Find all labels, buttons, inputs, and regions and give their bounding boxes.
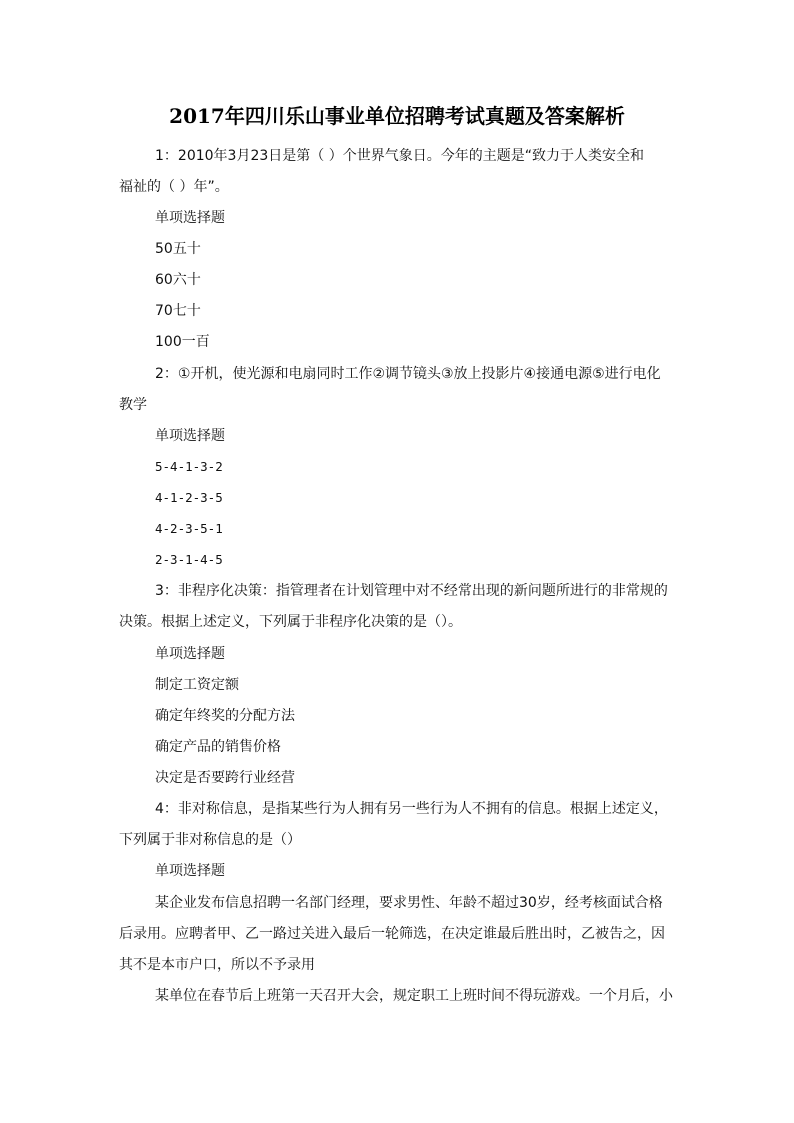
question-4-text: 4：非对称信息，是指某些行为人拥有另一些行为人不拥有的信息。根据上述定义， [155, 801, 668, 817]
answer-option: 某单位在春节后上班第一天召开大会，规定职工上班时间不得玩游戏。一个月后，小 [155, 988, 673, 1004]
question-1-text-continued: 福祉的（ ）年”。 [119, 179, 229, 195]
question-2-text-continued: 教学 [119, 397, 147, 413]
question-type: 单项选择题 [155, 863, 225, 879]
question-3-text: 3：非程序化决策：指管理者在计划管理中对不经常出现的新问题所进行的非常规的 [155, 583, 668, 599]
answer-option: 100一百 [155, 334, 210, 350]
question-1-text: 1：2010年3月23日是第（ ）个世界气象日。今年的主题是“致力于人类安全和 [155, 148, 644, 164]
answer-option: 某企业发布信息招聘一名部门经理，要求男性、年龄不超过30岁，经考核面试合格 [155, 895, 663, 911]
answer-option: 5-4-1-3-2 [155, 459, 223, 474]
question-2-text: 2：①开机，使光源和电扇同时工作②调节镜头③放上投影片④接通电源⑤进行电化 [155, 366, 661, 382]
question-3-text-continued: 决策。根据上述定义，下列属于非程序化决策的是（）。 [119, 614, 462, 630]
answer-option: 制定工资定额 [155, 677, 239, 693]
question-4-text-continued: 下列属于非对称信息的是（） [119, 832, 301, 848]
answer-option: 决定是否要跨行业经营 [155, 770, 295, 786]
answer-option: 50五十 [155, 241, 201, 257]
answer-option: 70七十 [155, 303, 201, 319]
answer-option: 确定年终奖的分配方法 [155, 708, 295, 724]
document-title: 2017年四川乐山事业单位招聘考试真题及答案解析 [169, 104, 625, 128]
answer-option: 4-2-3-5-1 [155, 521, 223, 536]
answer-option: 60六十 [155, 272, 201, 288]
answer-option-continued: 后录用。应聘者甲、乙一路过关进入最后一轮筛选，在决定谁最后胜出时，乙被告之，因 [119, 926, 665, 942]
question-type: 单项选择题 [155, 646, 225, 662]
answer-option: 确定产品的销售价格 [155, 739, 281, 755]
answer-option-continued: 其不是本市户口，所以不予录用 [119, 957, 315, 973]
answer-option: 2-3-1-4-5 [155, 552, 223, 567]
question-type: 单项选择题 [155, 210, 225, 226]
question-type: 单项选择题 [155, 428, 225, 444]
answer-option: 4-1-2-3-5 [155, 490, 223, 505]
